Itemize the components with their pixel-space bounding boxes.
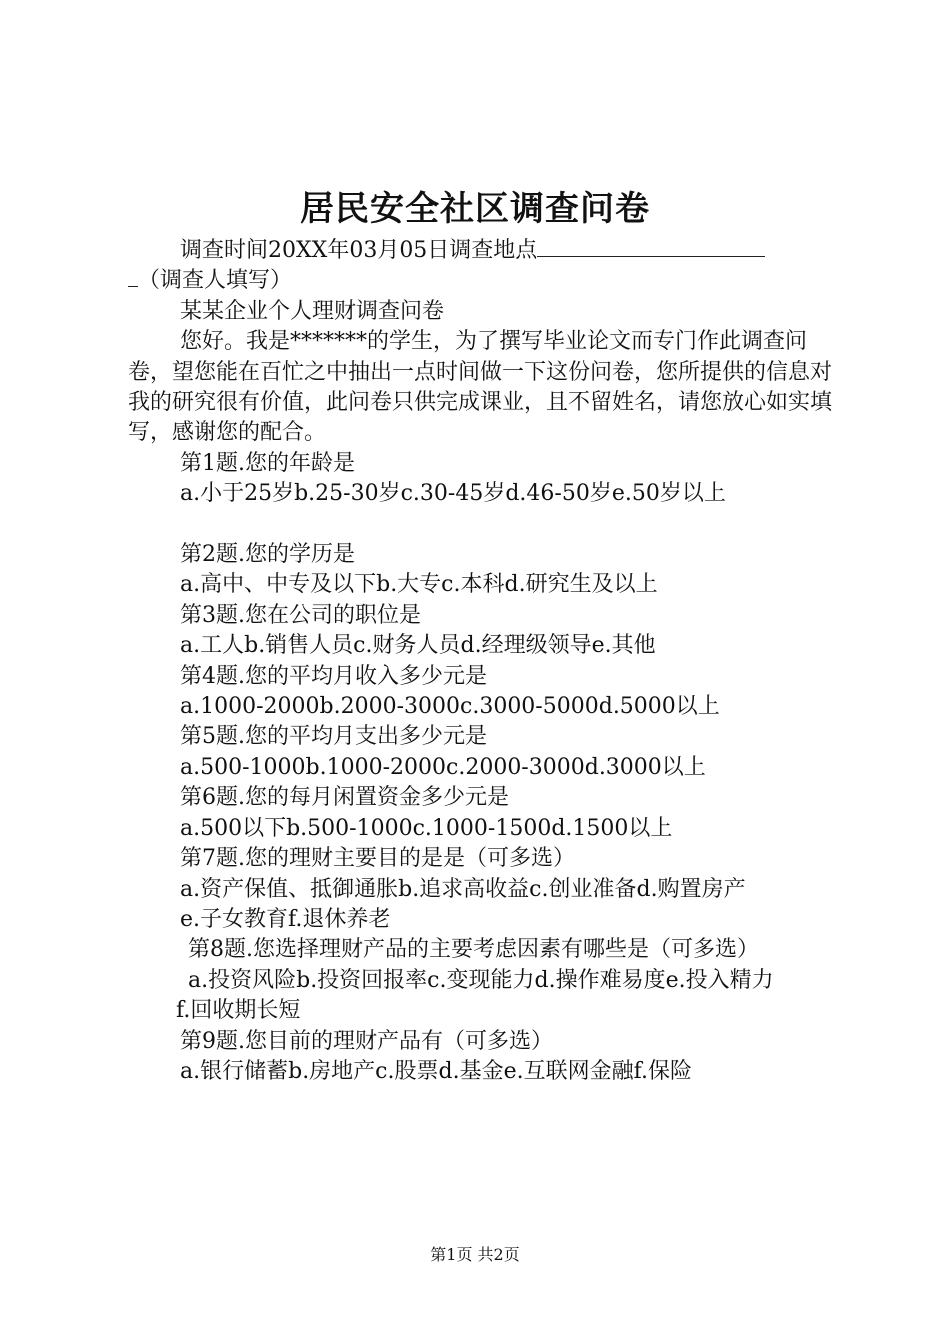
- answer-6: a.500以下b.500-1000c.1000-1500d.1500以上: [180, 815, 673, 841]
- answer-3: a.工人b.销售人员c.财务人员d.经理级领导e.其他: [180, 633, 656, 659]
- question-1: 第1题.您的年龄是: [180, 450, 355, 476]
- page-footer: 第1页 共2页: [430, 1245, 520, 1264]
- intro-paragraph: 您好。我是*******的学生，为了撰写毕业论文而专门作此调查问卷，望您能在百忙之中抽出一点时间做一下这份问卷，您所提供的信息对我的研究很有价值，此问卷只供完成课业，且不留姓名，请您放心如实填写，感谢您的配合。: [128, 329, 833, 446]
- location-blank-end: [128, 268, 138, 287]
- question-6: 第6题.您的每月闲置资金多少元是: [180, 785, 509, 811]
- answer-7-continued: e.子女教育f.退休养老: [180, 906, 391, 932]
- question-5: 第5题.您的平均月支出多少元是: [180, 724, 487, 750]
- question-4: 第4题.您的平均月收入多少元是: [180, 663, 487, 689]
- survey-filler-note: （调查人填写）: [138, 268, 293, 294]
- survey-info-line-2: [128, 266, 832, 296]
- answer-8-continued: f.回收期长短: [176, 998, 301, 1024]
- survey-info-line: [128, 236, 832, 266]
- question-2: 第2题.您的学历是: [180, 542, 355, 568]
- answer-7: a.资产保值、抵御通胀b.追求高收益c.创业准备d.购置房产: [180, 876, 746, 902]
- questionnaire-subtitle: 某某企业个人理财调查问卷: [180, 298, 445, 324]
- question-7: 第7题.您的理财主要目的是是（可多选）: [180, 846, 575, 872]
- question-3: 第3题.您在公司的职位是: [180, 602, 421, 628]
- answer-8: a.投资风险b.投资回报率c.变现能力d.操作难易度e.投入精力: [188, 967, 774, 993]
- answer-4: a.1000-2000b.2000-3000c.3000-5000d.5000以上: [180, 694, 720, 720]
- question-8: 第8题.您选择理财产品的主要考虑因素有哪些是（可多选）: [188, 937, 759, 963]
- blank-line: [128, 510, 832, 540]
- answer-9: a.银行储蓄b.房地产c.股票d.基金e.互联网金融f.保险: [180, 1058, 692, 1084]
- document-title: 居民安全社区调查问卷: [300, 189, 650, 229]
- location-blank: [537, 238, 765, 257]
- answer-2: a.高中、中专及以下b.大专c.本科d.研究生及以上: [180, 572, 658, 598]
- answer-5: a.500-1000b.1000-2000c.2000-3000d.3000以上: [180, 754, 706, 780]
- document-body: [128, 236, 832, 1087]
- question-9: 第9题.您目前的理财产品有（可多选）: [180, 1028, 553, 1054]
- answer-1: a.小于25岁b.25-30岁c.30-45岁d.46-50岁e.50岁以上: [180, 481, 726, 507]
- survey-time-location: 调查时间20XX年03月05日调查地点: [180, 238, 538, 263]
